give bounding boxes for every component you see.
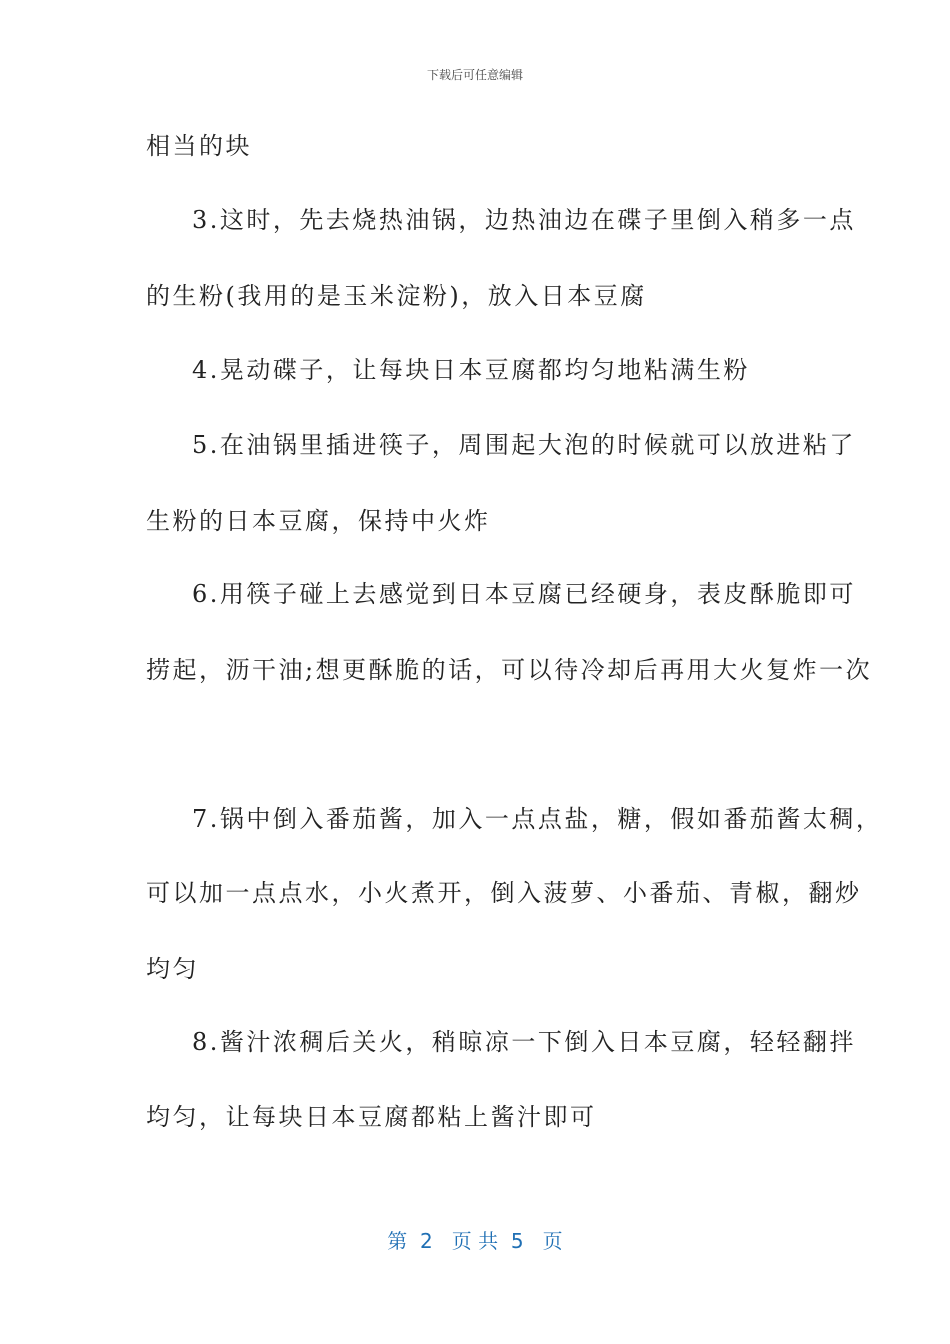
text-line: 4.晃动碟子，让每块日本豆腐都均匀地粘满生粉 bbox=[192, 356, 750, 384]
page-number-footer: 第 2 页 共 5 页 bbox=[387, 1229, 563, 1253]
text-line: 7.锅中倒入番茄酱，加入一点点盐，糖，假如番茄酱太稠， bbox=[192, 805, 883, 833]
text-line: 均匀，让每块日本豆腐都粘上酱汁即可 bbox=[146, 1103, 597, 1131]
text-line: 可以加一点点水，小火煮开，倒入菠萝、小番茄、青椒，翻炒 bbox=[146, 879, 862, 907]
text-line: 的生粉(我用的是玉米淀粉)，放入日本豆腐 bbox=[146, 282, 647, 310]
text-line: 捞起，沥干油;想更酥脆的话，可以待冷却后再用大火复炸一次 bbox=[146, 656, 873, 684]
page-header: 下载后可任意编辑 bbox=[426, 68, 523, 82]
text-line: 相当的块 bbox=[146, 132, 252, 160]
text-line: 3.这时，先去烧热油锅，边热油边在碟子里倒入稍多一点 bbox=[192, 206, 856, 234]
text-line: 5.在油锅里插进筷子，周围起大泡的时候就可以放进粘了 bbox=[192, 431, 856, 459]
text-line: 生粉的日本豆腐，保持中火炸 bbox=[146, 507, 491, 535]
text-line: 6.用筷子碰上去感觉到日本豆腐已经硬身，表皮酥脆即可 bbox=[192, 580, 856, 608]
text-line: 8.酱汁浓稠后关火，稍晾凉一下倒入日本豆腐，轻轻翻拌 bbox=[192, 1028, 856, 1056]
text-line: 均匀 bbox=[146, 955, 199, 983]
